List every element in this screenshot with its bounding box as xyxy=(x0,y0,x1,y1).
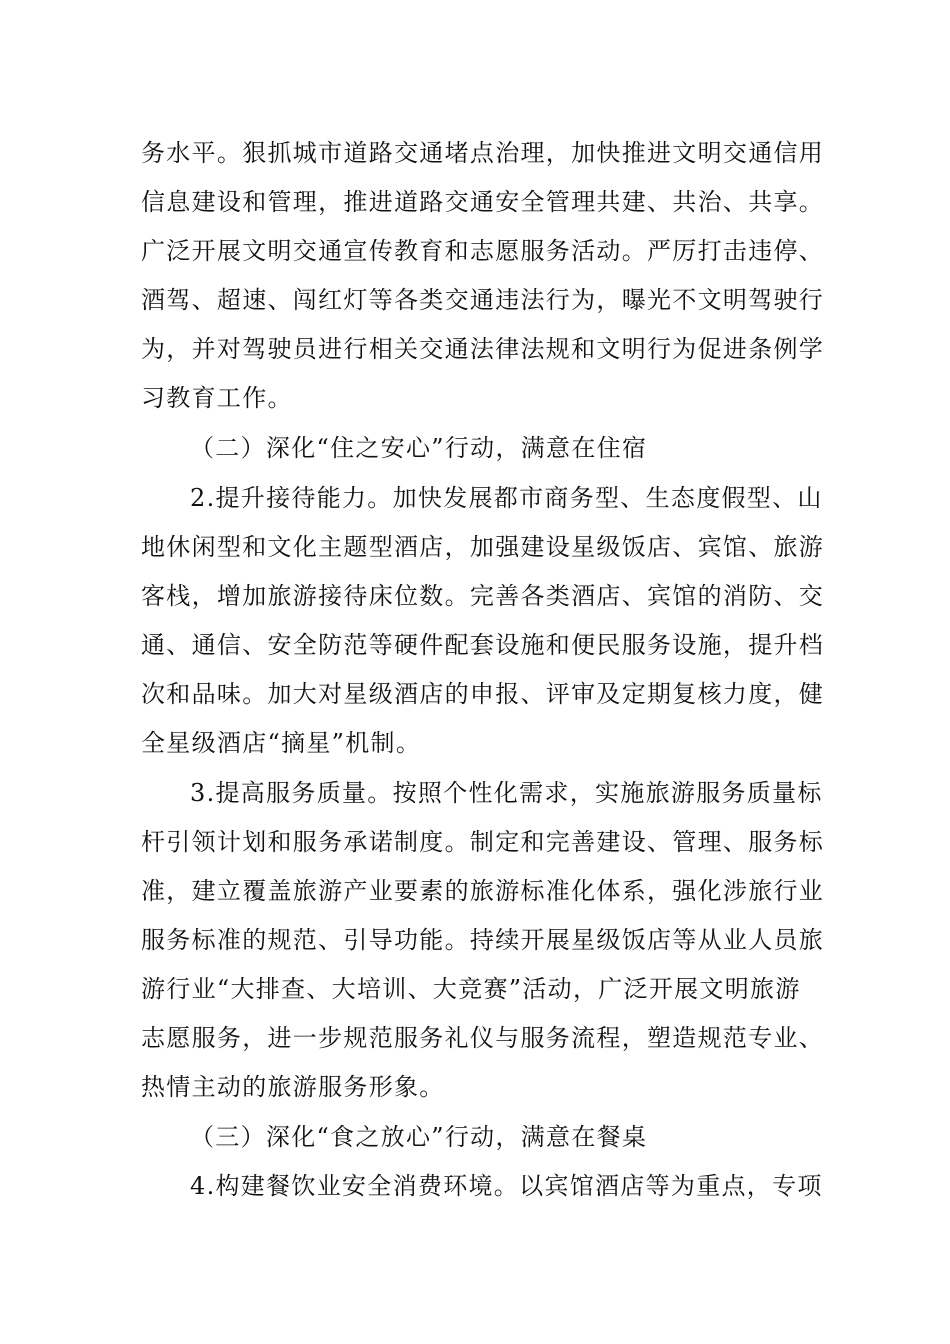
paragraph-line: 务水平。狠抓城市道路交通堵点治理，加快推进文明交通信用 xyxy=(141,139,825,167)
paragraph-line: 准，建立覆盖旅游产业要素的旅游标准化体系，强化涉旅行业 xyxy=(141,877,825,905)
paragraph-line: 通、通信、安全防范等硬件配套设施和便民服务设施，提升档 xyxy=(141,631,825,659)
section-heading: （三）深化“食之放心”行动，满意在餐桌 xyxy=(190,1123,648,1151)
paragraph-line: 全星级酒店“摘星”机制。 xyxy=(141,729,422,757)
paragraph-line: 次和品味。加大对星级酒店的申报、评审及定期复核力度，健 xyxy=(141,680,825,708)
paragraph-line: 地休闲型和文化主题型酒店，加强建设星级饭店、宾馆、旅游 xyxy=(141,533,825,561)
paragraph-line: 游行业“大排查、大培训、大竞赛”活动，广泛开展文明旅游 xyxy=(141,975,801,1003)
paragraph-line: 服务标准的规范、引导功能。持续开展星级饭店等从业人员旅 xyxy=(141,926,825,954)
paragraph-line: 杆引领计划和服务承诺制度。制定和完善建设、管理、服务标 xyxy=(141,828,825,856)
paragraph-line: 2.提升接待能力。加快发展都市商务型、生态度假型、山 xyxy=(190,484,823,512)
paragraph-line: 习教育工作。 xyxy=(141,384,293,412)
paragraph-line: 志愿服务，进一步规范服务礼仪与服务流程，塑造规范专业、 xyxy=(141,1024,825,1052)
paragraph-line: 热情主动的旅游服务形象。 xyxy=(141,1073,445,1101)
paragraph-line: 4.构建餐饮业安全消费环境。以宾馆酒店等为重点，专项 xyxy=(190,1172,823,1200)
paragraph-line: 为，并对驾驶员进行相关交通法律法规和文明行为促进条例学 xyxy=(141,335,825,363)
paragraph-line: 3.提高服务质量。按照个性化需求，实施旅游服务质量标 xyxy=(190,779,823,807)
paragraph-line: 酒驾、超速、闯红灯等各类交通违法行为，曝光不文明驾驶行 xyxy=(141,286,825,314)
paragraph-line: 广泛开展文明交通宣传教育和志愿服务活动。严厉打击违停、 xyxy=(141,237,825,265)
paragraph-line: 客栈，增加旅游接待床位数。完善各类酒店、宾馆的消防、交 xyxy=(141,582,825,610)
paragraph-line: 信息建设和管理，推进道路交通安全管理共建、共治、共享。 xyxy=(141,188,825,216)
section-heading: （二）深化“住之安心”行动，满意在住宿 xyxy=(190,434,648,462)
